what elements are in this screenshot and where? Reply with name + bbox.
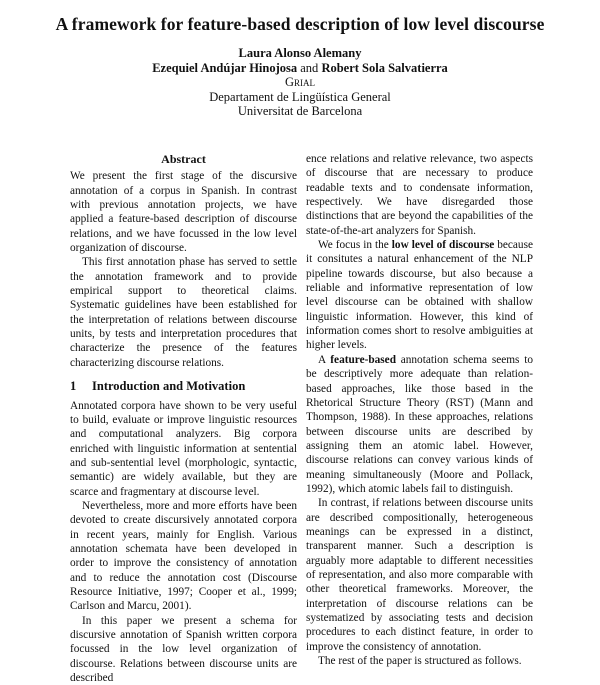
author-line-2: [0, 61, 600, 76]
section-number: 1: [70, 379, 77, 394]
intro-paragraph-2: Nevertheless, more and more efforts have been devoted to create discursively annotated corpora in recent years, mainly for English. Various annotation schemata have been developed in order to improve the consistency of annotation and to reduce the annotation cost (Discourse Resource Initiative, 1997; Cooper et al., 1999; Carlson and Marcu, 2001).: [70, 499, 297, 613]
text-run: because it consitutes a natural enhancement of the NLP pipeline towards discourse, but also because a reliable and informative representation of low level discourse can be obtained with shallow linguistic information. However, this kind of information comes short to resolve ambiguities at higher levels.: [306, 239, 533, 352]
section-title: Introduction and Motivation: [92, 379, 246, 394]
right-paragraph-5: The rest of the paper is structured as follows.: [318, 655, 522, 668]
paper-title: A framework for feature-based description of low level discourse: [55, 14, 545, 34]
right-paragraph-4: In contrast, if relations between discourse units are described compositionally, heterogeneous meanings can be expressed in a distinct, transparent manner. Such a description is arguably more adaptable to different necessities of representation, and also more comparable with other theoretical frameworks. Moreover, the interpretation of discourse relations can be systematized by associating tests and decision procedures to each distinct feature, in order to improve the consistency of annotation.: [306, 497, 533, 653]
department: Departament de Lingüística General: [209, 89, 391, 104]
right-paragraph-1: ence relations and relative relevance, two aspects of discourse that are necessary to produce readable texts and to condensate information, respectively. We have disregarded those distinctions that are beyond the capabilities of the state-of-the-art analyzers for Spanish.: [306, 153, 533, 237]
text-run: annotation schema seems to be descriptively more adequate than relation-based approaches, like those based in the Rhetorical Structure Theory (RST) (Mann and Thompson, 1988). In these approaches, relations between discourse units are described by assigning them an atomic label. However, discourse relations can convey various kinds of meaning simultaneously (Moore and Pollack, 1992), which atomic labels fail to distinguish.: [306, 353, 533, 495]
author-block: [0, 46, 600, 119]
research-group: Grial: [284, 75, 316, 89]
author-line-1: Laura Alonso Alemany: [238, 46, 362, 60]
author-andujar: Ezequiel Andújar Hinojosa: [152, 60, 298, 75]
text-run: We focus in the: [318, 239, 392, 252]
section-heading: [70, 379, 297, 393]
right-paragraph-2: [306, 238, 533, 353]
author-conjunction: and: [300, 60, 319, 75]
intro-paragraph-1: Annotated corpora have shown to be very useful to build, evaluate or improve linguistic resources and computational analyzers. Big corpora enriched with linguistic information at sentential and sub-sentential level (morphologic, syntactic, semantic) are widely available, but they are scarce and fragmentary at discourse level.: [70, 399, 297, 498]
university: Universitat de Barcelona: [237, 104, 363, 118]
author-sola: Robert Sola Salvatierra: [321, 60, 448, 75]
emphasis-low-level: low level of discourse: [391, 239, 495, 252]
left-column: [70, 152, 297, 685]
text-run: A: [318, 353, 331, 366]
abstract-paragraph-1: We present the first stage of the discursive annotation of a corpus in Spanish. In contrast with previous annotation projects, we have applied a feature-based description of discourse relations, and we have focussed in the low level organization of discourse.: [70, 170, 297, 255]
right-paragraph-3: [306, 353, 533, 496]
emphasis-feature-based: feature-based: [330, 353, 396, 366]
abstract-heading: Abstract: [161, 152, 206, 166]
abstract-paragraph-2: This first annotation phase has served to settle the annotation framework and to provide empirical support to theoretical claims. Systematic guidelines have been established for the interpretation of relations between discourse units, by tests and interpretation procedures that characterize the presence of the features characterizing discourse relations.: [70, 256, 297, 369]
intro-paragraph-3: In this paper we present a schema for discursive annotation of Spanish written corpora focussed in the low level organization of discourse. Relations between discourse units are described: [70, 614, 297, 685]
right-column: [306, 152, 533, 668]
